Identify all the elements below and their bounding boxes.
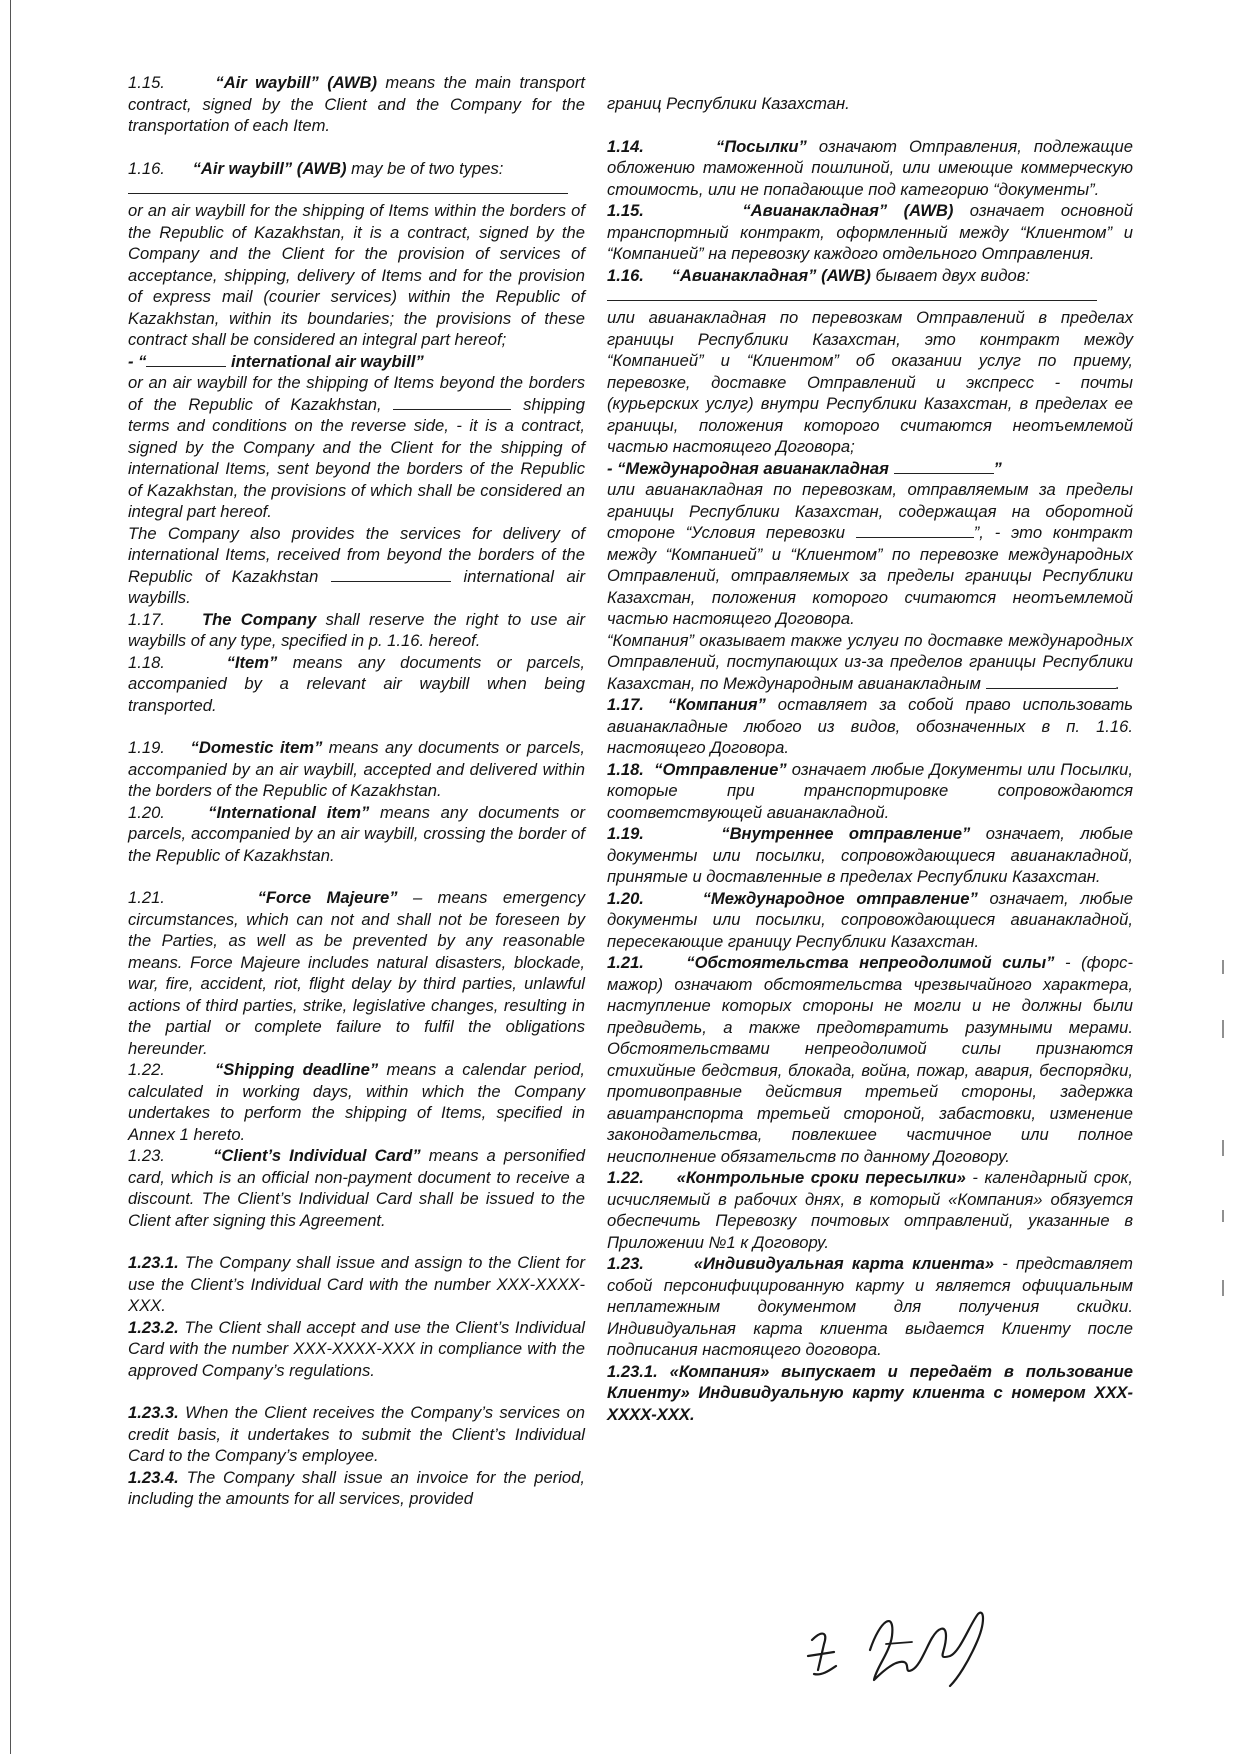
clause-text: or an air waybill for the shipping of Items beyond the borders of the Republic of Kazakhstan, [128, 373, 585, 414]
clause-1-16-b-ru [607, 458, 1133, 480]
clause-text: означает, любые документы или посылки, сопровождающиеся авианакладной, принятые и доставленные в пределах Республики Казахстан. [607, 824, 1133, 886]
clause-term: “Force Majeure” [257, 888, 398, 907]
clause-text: shall reserve the right to use air waybills of any type, specified in p. 1.16. hereof. [128, 609, 585, 650]
clause-term: “Отправление” [654, 759, 787, 779]
clause-text: means any documents or parcels, accompanied by an air waybill, accepted and delivered within the borders of the Republic of Kazakhstan. [128, 738, 585, 800]
clause-term: The Company [201, 609, 317, 629]
clause-number: 1.23.3. [128, 1403, 179, 1422]
clause-text: оставляет за собой право использовать авианакладные любого из видов, обозначенных в п. 1.16. настоящего Договора. [607, 695, 1133, 757]
clause-text: means a calendar period, calculated in working days, within which the Company undertakes to perform the shipping of Items, specified in Annex 1 hereto. [128, 1060, 585, 1144]
clause-text: . [1115, 673, 1121, 693]
clause-text: - представляет собой персонифицированную карту и является официальным неплатежным документом для получения скидки. Индивидуальная карта клиента выдается Клиенту после подписания настоящего договора. [607, 1254, 1133, 1359]
clause-number: 1.16. [128, 158, 165, 178]
clause-number: 1.23.4. [128, 1467, 179, 1487]
clause-1-17-ru [607, 694, 1133, 759]
clause-number: 1.23. [607, 1254, 644, 1273]
clause-1-16-a-ru: или авианакладная по перевозкам Отправлений в пределах границы Республики Казахстан, это контракт между “Компанией” и “Клиентом” об оказании услуг по приему, перевозке, доставке Отправлений и экспресс - почты (курьерских услуг) внутри Республики Казахстан, в пределах ее границы, положения которого считаются неотъемлемой частью настоящего Договора; [607, 308, 1133, 456]
clause-1-23-3-en [128, 1402, 585, 1467]
clause-number: 1.17. [128, 609, 165, 629]
clause-term: - “Международная авианакладная [607, 458, 889, 478]
clause-1-16-b-en [128, 351, 585, 373]
clause-1-18-en [128, 652, 585, 717]
scan-left-margin-line [10, 0, 15, 1754]
russian-column [607, 72, 1133, 1425]
clause-term: “Компания” [667, 695, 766, 714]
clause-number: 1.22. [607, 1168, 644, 1187]
clause-1-20-en [128, 802, 585, 867]
margin-tick-marks [1218, 960, 1228, 1300]
fill-in-blank [986, 674, 1116, 689]
clause-number: 1.21. [128, 888, 165, 907]
clause-text: означает основной транспортный контракт, оформленный между “Клиентом” и “Компанией” на перевозку каждого отдельного Отправления. [607, 201, 1133, 263]
clause-text: ”, - это контракт между “Компанией” и “Клиентом” по перевозке международных Отправлений, отправляемых за пределы границы Республики Казахстан, положения которого считаются неотъемлемой частью настоящего Договора. [607, 523, 1133, 628]
handwritten-signature [800, 1600, 1000, 1690]
clause-term: “Авианакладная” (AWB) [742, 201, 954, 220]
clause-1-14-ru [607, 136, 1133, 201]
clause-term: “Внутреннее отправление” [721, 824, 971, 843]
scan-right-margin-marks [1218, 960, 1228, 1305]
clause-text: The Company shall issue an invoice for the period, including the amounts for all services, provided [128, 1467, 585, 1508]
clause-text: «Компания» выпускает и передаёт в пользование Клиенту» Индивидуальную карту клиента с номером XXX-XXXX-XXX. [607, 1361, 1133, 1424]
clause-number: 1.22. [128, 1060, 165, 1079]
clause-term: «Контрольные сроки пересылки» [676, 1168, 966, 1187]
clause-term: “International item” [208, 802, 370, 822]
fill-in-blank-line [128, 181, 568, 194]
clause-text: “Компания” оказывает также услуги по доставке международных Отправлений, поступающих из-за пределов границы Республики Казахстан, по Международным авианакладным [607, 630, 1133, 693]
clause-term: “Авианакладная” (AWB) [671, 265, 871, 285]
clause-number: 1.17. [607, 695, 644, 714]
clause-text: означает любые Документы или Посылки, которые при транспортировке сопровождаются соответствующей авианакладной. [607, 759, 1133, 822]
clause-1-19-ru [607, 823, 1133, 888]
clause-1-23-ru [607, 1253, 1133, 1361]
clause-term: “Посылки” [715, 136, 807, 156]
clause-term: international air waybill” [226, 351, 424, 371]
clause-dash: - “ [128, 351, 147, 371]
clause-number: 1.21. [607, 953, 644, 972]
clause-1-21-ru [607, 952, 1133, 1167]
clause-1-17-en [128, 609, 585, 652]
english-column [128, 72, 585, 1510]
clause-number: 1.23. [128, 1146, 165, 1165]
clause-1-16-b-body-ru [607, 479, 1133, 630]
clause-text: бывает двух видов: [870, 265, 1031, 285]
clause-number: 1.20. [607, 888, 644, 908]
clause-text: The Company also provides the services for delivery of international Items, received from beyond the borders of the Republic of Kazakhstan [128, 523, 585, 586]
clause-term: “Client’s Individual Card” [213, 1146, 421, 1165]
clause-text: - (форс-мажор) означают обстоятельства чрезвычайного характера, наступление которых стороны не могли и не должны были предвидеть, а также предотвратить разумными мерами. Обстоятельствами непреодолимой силы признаются стихийные бедствия, блокада, война, пожар, авария, беспорядки, противоправные действия третьей стороны, задержка авиатранспорта третьей стороной, забастовки, изменение законодательства, повлекшее частичное или полное неисполнение обязательств по данному Договору. [607, 953, 1133, 1166]
clause-1-20-ru [607, 888, 1133, 953]
clause-number: 1.14. [607, 136, 644, 156]
fill-in-blank [393, 395, 511, 410]
clause-number: 1.18. [128, 652, 165, 672]
clause-term: “Air waybill” (AWB) [192, 158, 347, 178]
clause-1-16-b-body-en [128, 372, 585, 523]
clause-1-22-ru [607, 1167, 1133, 1253]
clause-text: - календарный срок, исчисляемый в рабочих днях, в который «Компания» обязуется обеспечить Перевозку почтовых отправлений, указанные в Приложении №1 к Договору. [607, 1168, 1133, 1252]
clause-1-23-2-en [128, 1317, 585, 1382]
clause-text: means a personified card, which is an official non-payment document to receive a discount. The Client’s Individual Card shall be issued to the Client after signing this Agreement. [128, 1146, 585, 1230]
clause-term: “Domestic item” [190, 738, 323, 757]
clause-text: means any documents or parcels, accompanied by a relevant air waybill when being transported. [128, 652, 585, 715]
fill-in-blank [146, 352, 226, 367]
clause-term: “Обстоятельства непреодолимой силы” [686, 953, 1055, 972]
clause-number: 1.19. [128, 738, 165, 757]
clause-term: “Air waybill” (AWB) [215, 73, 377, 92]
clause-text: international air waybills. [128, 566, 585, 607]
clause-text: shipping terms and conditions on the reverse side, - it is a contract, signed by the Company and the Client for the shipping of international Items, sent beyond the borders of the Republic of Kazakhstan, the provisions of which shall be considered an integral part hereof. [128, 394, 585, 521]
clause-term: “Shipping deadline” [214, 1060, 379, 1079]
clause-number: 1.16. [607, 265, 644, 285]
clause-1-13-continuation-ru: границ Республики Казахстан. [607, 94, 850, 113]
clause-1-16-a-en: or an air waybill for the shipping of Items within the borders of the Republic of Kazakhstan, it is a contract, signed by the Company and the Client for the provision of services of acceptance, shipping, delivery of Items and for the provision of express mail (courier services) within the Republic of Kazakhstan, within its boundaries; the provisions of these contract shall be considered an integral part hereof; [128, 201, 585, 349]
clause-number: 1.23.1. [607, 1361, 658, 1381]
clause-text: или авианакладная по перевозкам, отправляемым за пределы границы Республики Казахстан, содержащая на оборотной стороне “Условия перевозки [607, 480, 1133, 542]
fill-in-blank [856, 523, 974, 538]
clause-1-18-ru [607, 759, 1133, 824]
clause-1-15-ru [607, 200, 1133, 265]
clause-1-16-c-ru [607, 630, 1133, 695]
clause-1-16-ru [607, 265, 1133, 287]
clause-text: The Client shall accept and use the Client’s Individual Card with the number XXX-XXXX-XXX in compliance with the approved Company’s regulations. [128, 1317, 585, 1380]
clause-1-23-4-en [128, 1467, 585, 1510]
clause-1-16-c-en [128, 523, 585, 609]
fill-in-blank [331, 567, 451, 582]
clause-1-23-en [128, 1145, 585, 1231]
clause-text: means any documents or parcels, accompanied by an air waybill, crossing the border of the Republic of Kazakhstan. [128, 802, 585, 865]
clause-number: 1.20. [128, 802, 165, 822]
clause-1-15-en [128, 72, 585, 137]
clause-text: means the main transport contract, signed by the Client and the Company for the transportation of each Item. [128, 73, 585, 135]
clause-number: 1.19. [607, 824, 644, 843]
clause-text: The Company shall issue and assign to the Client for use the Client’s Individual Card with the number XXX-XXXX-XXX. [128, 1253, 585, 1315]
clause-text: – means emergency circumstances, which can not and shall not be foreseen by the Parties, as well as be prevented by any reasonable means. Force Majeure includes natural disasters, blockade, war, fire, accident, riot, flight delay by third parties, unlawful actions of third parties, strike, legislative changes, resulting in the partial or complete failure to fulfil the obligations hereunder. [128, 888, 586, 1058]
clause-text: означает, любые документы или посылки, сопровождающиеся авианакладной, пересекающие границу Республики Казахстан. [607, 888, 1133, 951]
clause-number: 1.23.2. [128, 1317, 179, 1337]
clause-1-23-1-en [128, 1252, 585, 1317]
clause-number: 1.15. [128, 73, 165, 92]
clause-quote: ” [993, 458, 1002, 478]
clause-1-19-en [128, 737, 585, 802]
clause-term: «Индивидуальная карта клиента» [693, 1254, 994, 1273]
fill-in-blank [894, 459, 994, 474]
clause-number: 1.18. [607, 759, 644, 779]
clause-text: When the Client receives the Company’s services on credit basis, it undertakes to submit the Client’s Individual Card to the Company’s employee. [128, 1403, 585, 1465]
fill-in-blank-line [607, 288, 1097, 301]
clause-1-23-1-ru [607, 1361, 1133, 1426]
clause-number: 1.23.1. [128, 1253, 179, 1272]
clause-1-16-en [128, 158, 585, 180]
clause-term: “Международное отправление” [702, 888, 978, 908]
clause-term: “Item” [226, 652, 278, 672]
clause-text: may be of two types: [346, 158, 504, 178]
clause-number: 1.15. [607, 201, 644, 220]
clause-1-22-en [128, 1059, 585, 1145]
clause-1-21-en [128, 887, 585, 1059]
clause-text: означают Отправления, подлежащие обложению таможенной пошлиной, или имеющие коммерческую стоимость, или не попадающие под категорию “документы”. [607, 136, 1133, 199]
